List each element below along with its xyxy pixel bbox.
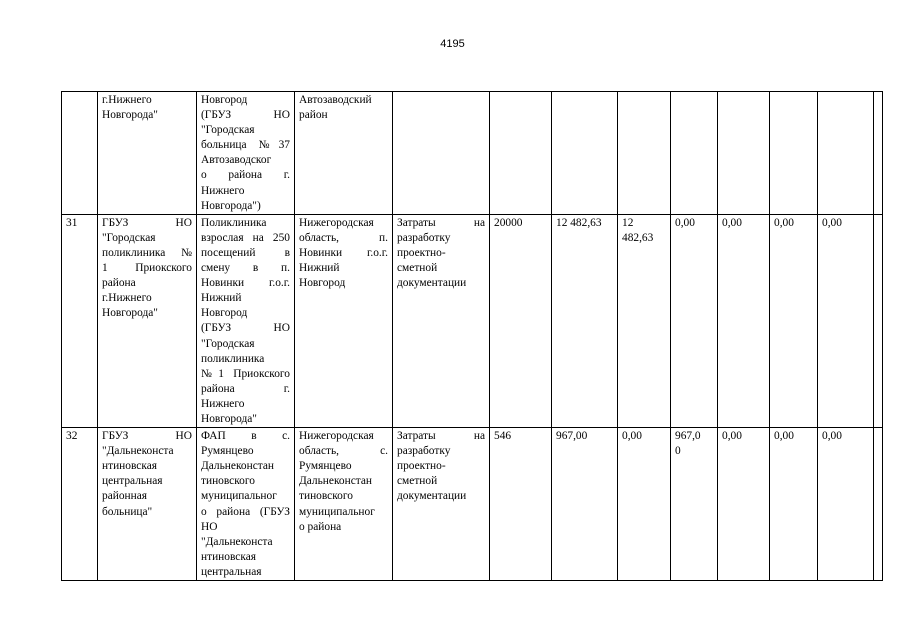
cell-line: документации <box>397 277 467 290</box>
document-table <box>61 91 883 581</box>
cell-line: Нижний <box>299 262 340 275</box>
cell-line: "Дальнеконста <box>201 535 273 548</box>
cell-line: Нижнего <box>201 397 245 410</box>
cell-line: г.Нижнего <box>102 94 152 106</box>
cell-line: Новгорода" <box>102 307 158 320</box>
cell-line: смену в п. <box>201 262 290 275</box>
organization-cell <box>98 92 197 215</box>
value-cell-v1 <box>490 92 552 215</box>
cell-line: тиновского <box>201 475 255 488</box>
cell-line: район <box>299 109 328 122</box>
page-number: 4195 <box>440 38 465 50</box>
row-number-cell: 31 <box>62 214 98 427</box>
cell-line: №1 Приокского <box>201 367 290 380</box>
cell-line: о района г. <box>201 169 290 182</box>
value-cell-v7: 0,00 <box>818 428 874 581</box>
value-cell-v7 <box>818 92 874 215</box>
cell-line: Нижний <box>201 292 242 305</box>
value-cell-v2: 967,00 <box>552 428 618 581</box>
cell-line: района <box>102 277 136 290</box>
cell-line: Новгород <box>201 94 248 106</box>
value-cell-v5: 0,00 <box>718 428 770 581</box>
cell-line: область, п. <box>299 231 388 244</box>
object-cell <box>197 428 295 581</box>
value-cell-v5 <box>718 92 770 215</box>
cell-line: нтиновская <box>201 550 256 563</box>
value-cell-v7: 0,00 <box>818 214 874 427</box>
cell-line: Новгорода") <box>201 199 261 212</box>
value-cell-v8 <box>874 92 883 215</box>
cell-line: сметной <box>397 475 438 488</box>
cell-line: НО <box>201 520 218 533</box>
cell-line: "Городская <box>201 124 255 137</box>
cell-line: ГБУЗ НО <box>102 216 192 229</box>
cell-line: (ГБУЗ НО <box>201 109 290 122</box>
value-cell-v4 <box>671 92 718 215</box>
organization-cell <box>98 428 197 581</box>
row-number-cell <box>62 92 98 215</box>
value-cell-v2: 12 482,63 <box>552 214 618 427</box>
purpose-cell <box>393 428 490 581</box>
value-cell-v4 <box>671 428 718 581</box>
table-row <box>62 214 883 427</box>
table-row <box>62 428 883 581</box>
cell-line: документации <box>397 490 467 503</box>
cell-line: 0 <box>675 445 681 458</box>
location-cell <box>295 92 393 215</box>
cell-line: Новинки г.о.г. <box>299 246 388 259</box>
value-cell-v2 <box>552 92 618 215</box>
value-cell-v8 <box>874 428 883 581</box>
location-cell <box>295 428 393 581</box>
value-cell-v1: 20000 <box>490 214 552 427</box>
value-cell-v1: 546 <box>490 428 552 581</box>
table-row <box>62 92 883 215</box>
cell-line: Румянцево <box>299 460 352 473</box>
cell-line: "Городская <box>102 231 156 244</box>
value-cell-v6: 0,00 <box>770 214 818 427</box>
cell-line: проектно- <box>397 246 446 259</box>
cell-line: Нижнего <box>201 184 245 197</box>
cell-line: центральная <box>102 475 163 488</box>
cell-line: 12 <box>622 216 634 229</box>
cell-line: Затраты на <box>397 430 485 443</box>
cell-line: область, с. <box>299 445 388 458</box>
cell-line: Новинки г.о.г. <box>201 277 290 290</box>
value-cell-v5: 0,00 <box>718 214 770 427</box>
value-cell-v6: 0,00 <box>770 428 818 581</box>
cell-line: ГБУЗ НО <box>102 430 192 443</box>
cell-line: разработку <box>397 445 451 458</box>
cell-line: Дальнеконстан <box>299 475 373 488</box>
cell-line: 1 Приокского <box>102 262 192 275</box>
cell-line: взрослая на 250 <box>201 231 290 244</box>
cell-line: Затраты на <box>397 216 485 229</box>
cell-line: г.Нижнего <box>102 292 152 305</box>
cell-line: тиновского <box>299 490 353 503</box>
purpose-cell <box>393 214 490 427</box>
value-cell-v6 <box>770 92 818 215</box>
purpose-cell <box>393 92 490 215</box>
value-cell-v3 <box>618 92 671 215</box>
cell-line: Новгорода" <box>201 412 257 425</box>
cell-line: Автозаводског <box>201 154 272 167</box>
cell-line: (ГБУЗ НО <box>201 322 290 335</box>
cell-line: нтиновская <box>102 460 157 473</box>
value-cell-v8 <box>874 214 883 427</box>
cell-line: проектно- <box>397 460 446 473</box>
value-cell-v4: 0,00 <box>671 214 718 427</box>
cell-line: о района <box>299 520 342 533</box>
cell-line: поликлиника <box>201 352 265 365</box>
cell-line: Румянцево <box>201 445 254 458</box>
cell-line: Нижегородская <box>299 216 374 229</box>
organization-cell <box>98 214 197 427</box>
cell-line: муниципальног <box>201 490 277 503</box>
cell-line: Новгород <box>299 277 346 290</box>
cell-line: "Дальнеконста <box>102 445 174 458</box>
cell-line: районная <box>102 490 148 503</box>
location-cell <box>295 214 393 427</box>
cell-line: Нижегородская <box>299 430 374 443</box>
row-number-cell: 32 <box>62 428 98 581</box>
cell-line: муниципальног <box>299 505 375 518</box>
cell-line: 482,63 <box>622 231 654 244</box>
cell-line: сметной <box>397 262 438 275</box>
cell-line: больница" <box>102 505 153 518</box>
cell-line: центральная <box>201 565 262 578</box>
cell-line: "Городская <box>201 337 255 350</box>
cell-line: Новгород <box>201 307 248 320</box>
cell-line: посещений в <box>201 246 290 259</box>
cell-line: о района (ГБУЗ <box>201 505 290 518</box>
value-cell-v3 <box>618 214 671 427</box>
cell-line: разработку <box>397 231 451 244</box>
cell-line: поликлиника № <box>102 246 192 259</box>
cell-line: района г. <box>201 382 290 395</box>
cell-line: Новгорода" <box>102 109 158 122</box>
cell-line: ФАП в с. <box>201 430 290 443</box>
cell-line: Поликлиника <box>201 216 267 229</box>
cell-line: больница №37 <box>201 139 290 152</box>
object-cell <box>197 92 295 215</box>
cell-line: 967,0 <box>675 430 701 443</box>
object-cell <box>197 214 295 427</box>
cell-line: Дальнеконстан <box>201 460 275 473</box>
cell-line: Автозаводский <box>299 94 372 106</box>
value-cell-v3: 0,00 <box>618 428 671 581</box>
